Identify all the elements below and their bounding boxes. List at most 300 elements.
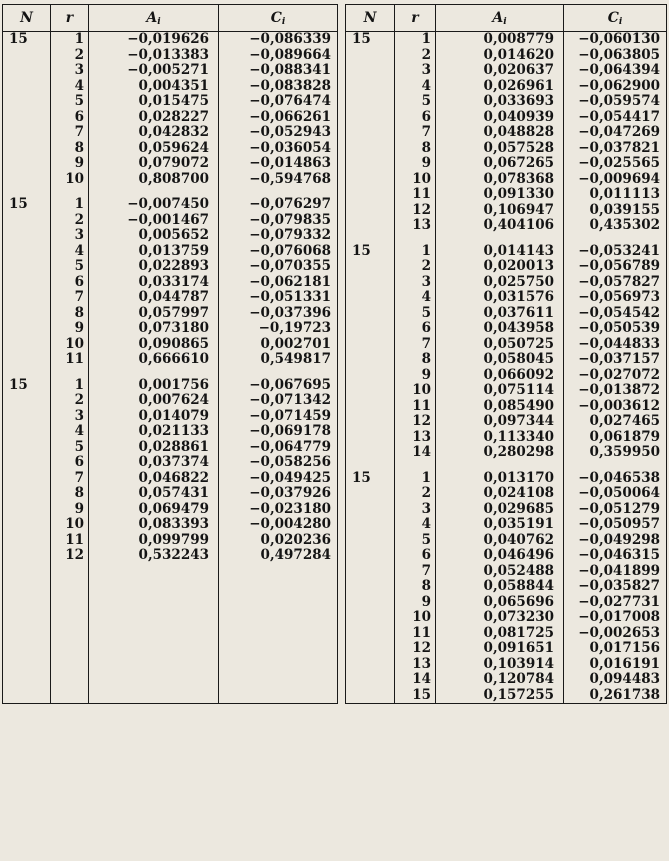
cell-c: −0,004280	[219, 517, 338, 533]
cell-r: 8	[395, 141, 436, 157]
cell-c: −0,088341	[219, 63, 338, 79]
cell-n	[346, 259, 395, 275]
header-n: N	[3, 5, 51, 32]
cell-a: 0,025750	[436, 275, 564, 291]
table-row	[346, 595, 667, 611]
cell-c: 0,435302	[564, 218, 667, 234]
empty-row	[3, 564, 338, 580]
cell-a: 0,020013	[436, 259, 564, 275]
cell-c: 0,549817	[219, 352, 338, 368]
cell-r: 6	[395, 321, 436, 337]
cell-c: −0,083828	[219, 79, 338, 95]
table-row	[3, 63, 338, 79]
cell-r: 10	[51, 172, 89, 188]
cell-c: −0,050957	[564, 517, 667, 533]
cell-r: 14	[395, 672, 436, 688]
header-c: $C_i$	[564, 5, 667, 32]
cell-c: 0,061879	[564, 430, 667, 446]
cell-n	[346, 548, 395, 564]
cell-c: −0,035827	[564, 579, 667, 595]
cell-r: 5	[395, 306, 436, 322]
cell-r: 14	[395, 445, 436, 461]
cell-a: 0,040762	[436, 533, 564, 549]
cell-c: −0,071459	[219, 409, 338, 425]
cell-r: 6	[395, 548, 436, 564]
cell-a: 0,008779	[436, 32, 564, 48]
cell-a: 0,106947	[436, 203, 564, 219]
cell-r: 6	[51, 110, 89, 126]
cell-c: −0,054542	[564, 306, 667, 322]
empty-row	[3, 657, 338, 673]
cell-r: 8	[395, 352, 436, 368]
cell-n: 15	[346, 32, 395, 48]
cell-a: 0,113340	[436, 430, 564, 446]
table-row	[3, 172, 338, 188]
table-row	[346, 48, 667, 64]
cell-r: 10	[395, 610, 436, 626]
cell-n	[3, 228, 51, 244]
table-row	[346, 579, 667, 595]
header-a: $A_i$	[89, 5, 219, 32]
table-row	[346, 125, 667, 141]
cell-n	[346, 172, 395, 188]
cell-r: 13	[395, 430, 436, 446]
cell-c: 0,359950	[564, 445, 667, 461]
cell-r: 6	[395, 110, 436, 126]
cell-n	[346, 337, 395, 353]
cell-n	[346, 502, 395, 518]
cell-a: 0,073230	[436, 610, 564, 626]
cell-n	[3, 455, 51, 471]
table-row	[346, 564, 667, 580]
cell-r: 10	[51, 337, 89, 353]
cell-c: −0,079332	[219, 228, 338, 244]
cell-a: 0,057431	[89, 486, 219, 502]
cell-a: 0,046822	[89, 471, 219, 487]
cell-c: 0,002701	[219, 337, 338, 353]
cell-r: 3	[395, 63, 436, 79]
cell-a: 0,050725	[436, 337, 564, 353]
cell-a: 0,014143	[436, 244, 564, 260]
cell-c: −0,076297	[219, 197, 338, 213]
cell-c: −0,002653	[564, 626, 667, 642]
cell-r: 13	[395, 218, 436, 234]
cell-c: −0,064779	[219, 440, 338, 456]
cell-n	[3, 306, 51, 322]
cell-r: 7	[51, 471, 89, 487]
cell-a: 0,083393	[89, 517, 219, 533]
cell-n: 15	[3, 378, 51, 394]
cell-a: 0,037611	[436, 306, 564, 322]
cell-a: 0,048828	[436, 125, 564, 141]
cell-c: 0,497284	[219, 548, 338, 564]
cell-r: 1	[51, 378, 89, 394]
table-row	[346, 290, 667, 306]
cell-c: −0,071342	[219, 393, 338, 409]
cell-n	[3, 110, 51, 126]
cell-a: 0,004351	[89, 79, 219, 95]
cell-c: −0,19723	[219, 321, 338, 337]
table-row	[3, 440, 338, 456]
cell-c: −0,076474	[219, 94, 338, 110]
cell-c: −0,059574	[564, 94, 667, 110]
cell-r: 11	[51, 352, 89, 368]
table-row	[346, 641, 667, 657]
table-row	[346, 110, 667, 126]
cell-r: 5	[51, 259, 89, 275]
cell-a: 0,013759	[89, 244, 219, 260]
cell-c: 0,027465	[564, 414, 667, 430]
cell-a: 0,120784	[436, 672, 564, 688]
cell-r: 9	[395, 156, 436, 172]
table-row	[3, 94, 338, 110]
cell-r: 2	[395, 48, 436, 64]
cell-n	[3, 502, 51, 518]
table-row	[3, 141, 338, 157]
table-row	[346, 445, 667, 461]
cell-n	[346, 657, 395, 673]
table-row	[346, 533, 667, 549]
table-row	[346, 32, 667, 48]
cell-n	[3, 290, 51, 306]
cell-a: 0,097344	[436, 414, 564, 430]
cell-r: 2	[51, 213, 89, 229]
cell-n	[3, 244, 51, 260]
cell-n	[346, 156, 395, 172]
cell-n: 15	[3, 32, 51, 48]
cell-n	[346, 48, 395, 64]
cell-a: 0,069479	[89, 502, 219, 518]
cell-r: 7	[395, 564, 436, 580]
cell-c: −0,069178	[219, 424, 338, 440]
cell-c: −0,058256	[219, 455, 338, 471]
cell-a: 0,001756	[89, 378, 219, 394]
table-row	[346, 517, 667, 533]
cell-r: 1	[395, 471, 436, 487]
cell-c: −0,086339	[219, 32, 338, 48]
table-row	[346, 156, 667, 172]
table-row	[3, 306, 338, 322]
header-c: $C_i$	[219, 5, 338, 32]
table-row	[346, 79, 667, 95]
cell-n	[3, 548, 51, 564]
cell-c: −0,070355	[219, 259, 338, 275]
cell-c: 0,020236	[219, 533, 338, 549]
cell-a: −0,007450	[89, 197, 219, 213]
cell-n	[346, 352, 395, 368]
cell-a: 0,014079	[89, 409, 219, 425]
cell-n	[346, 626, 395, 642]
cell-n	[346, 79, 395, 95]
table-row	[3, 275, 338, 291]
cell-r: 9	[395, 368, 436, 384]
table-row	[3, 337, 338, 353]
cell-c: −0,057827	[564, 275, 667, 291]
table-row	[3, 259, 338, 275]
cell-a: 0,059624	[89, 141, 219, 157]
cell-r: 7	[395, 337, 436, 353]
cell-r: 1	[395, 244, 436, 260]
cell-r: 4	[395, 79, 436, 95]
cell-r: 7	[51, 290, 89, 306]
empty-row	[3, 595, 338, 611]
cell-c: −0,037926	[219, 486, 338, 502]
empty-row	[3, 688, 338, 704]
cell-a: 0,085490	[436, 399, 564, 415]
cell-r: 9	[51, 321, 89, 337]
table-row	[346, 688, 667, 704]
table-row	[3, 393, 338, 409]
cell-c: −0,051331	[219, 290, 338, 306]
cell-r: 5	[51, 440, 89, 456]
table-row	[3, 409, 338, 425]
table-row	[346, 672, 667, 688]
cell-c: −0,049425	[219, 471, 338, 487]
table-row	[3, 213, 338, 229]
cell-c: −0,051279	[564, 502, 667, 518]
cell-c: −0,009694	[564, 172, 667, 188]
cell-a: 0,091330	[436, 187, 564, 203]
cell-c: −0,037157	[564, 352, 667, 368]
cell-a: 0,007624	[89, 393, 219, 409]
table-row	[3, 228, 338, 244]
cell-c: −0,052943	[219, 125, 338, 141]
cell-c: −0,047269	[564, 125, 667, 141]
cell-a: 0,013170	[436, 471, 564, 487]
cell-a: 0,075114	[436, 383, 564, 399]
block-spacer	[346, 234, 667, 244]
cell-c: −0,064394	[564, 63, 667, 79]
cell-a: 0,028861	[89, 440, 219, 456]
table-row	[346, 548, 667, 564]
cell-c: −0,067695	[219, 378, 338, 394]
cell-r: 12	[51, 548, 89, 564]
table-row	[3, 290, 338, 306]
table-row	[3, 502, 338, 518]
cell-c: −0,053241	[564, 244, 667, 260]
cell-c: −0,003612	[564, 399, 667, 415]
cell-a: 0,043958	[436, 321, 564, 337]
cell-n	[346, 517, 395, 533]
cell-n	[346, 368, 395, 384]
cell-r: 1	[51, 197, 89, 213]
cell-r: 6	[51, 455, 89, 471]
cell-n	[346, 187, 395, 203]
cell-a: 0,037374	[89, 455, 219, 471]
cell-c: −0,056973	[564, 290, 667, 306]
cell-c: −0,046538	[564, 471, 667, 487]
empty-row	[3, 672, 338, 688]
cell-c: 0,261738	[564, 688, 667, 704]
table-row	[3, 533, 338, 549]
cell-a: 0,014620	[436, 48, 564, 64]
cell-c: −0,062900	[564, 79, 667, 95]
cell-n	[346, 564, 395, 580]
cell-a: 0,065696	[436, 595, 564, 611]
cell-n	[346, 94, 395, 110]
cell-c: −0,066261	[219, 110, 338, 126]
table-row	[346, 187, 667, 203]
cell-r: 4	[51, 244, 89, 260]
cell-r: 2	[395, 259, 436, 275]
cell-c: −0,079835	[219, 213, 338, 229]
table-row	[346, 383, 667, 399]
cell-r: 13	[395, 657, 436, 673]
cell-a: 0,057997	[89, 306, 219, 322]
cell-c: −0,062181	[219, 275, 338, 291]
cell-a: −0,005271	[89, 63, 219, 79]
cell-a: 0,026961	[436, 79, 564, 95]
cell-n	[3, 141, 51, 157]
empty-row	[3, 626, 338, 642]
cell-a: 0,078368	[436, 172, 564, 188]
header-r: r	[51, 5, 89, 32]
cell-n	[346, 399, 395, 415]
cell-c: −0,063805	[564, 48, 667, 64]
cell-c: 0,016191	[564, 657, 667, 673]
cell-n	[3, 352, 51, 368]
cell-n	[346, 672, 395, 688]
cell-a: 0,033174	[89, 275, 219, 291]
cell-r: 4	[51, 424, 89, 440]
table-row	[346, 218, 667, 234]
table-header-right	[346, 5, 667, 32]
cell-a: 0,020637	[436, 63, 564, 79]
cell-c: −0,037821	[564, 141, 667, 157]
table-row	[346, 337, 667, 353]
cell-c: −0,037396	[219, 306, 338, 322]
cell-n	[3, 63, 51, 79]
cell-a: 0,029685	[436, 502, 564, 518]
table-row	[3, 197, 338, 213]
cell-n	[346, 610, 395, 626]
cell-a: −0,001467	[89, 213, 219, 229]
empty-row	[3, 641, 338, 657]
cell-a: 0,067265	[436, 156, 564, 172]
cell-r: 11	[395, 399, 436, 415]
table-row	[3, 455, 338, 471]
cell-a: 0,057528	[436, 141, 564, 157]
cell-a: 0,404106	[436, 218, 564, 234]
cell-n	[346, 579, 395, 595]
table-row	[3, 486, 338, 502]
table-row	[3, 48, 338, 64]
cell-n: 15	[346, 244, 395, 260]
cell-r: 5	[395, 94, 436, 110]
header-r: r	[395, 5, 436, 32]
cell-n	[3, 321, 51, 337]
cell-r: 11	[395, 187, 436, 203]
cell-a: 0,015475	[89, 94, 219, 110]
cell-c: −0,050064	[564, 486, 667, 502]
cell-c: −0,049298	[564, 533, 667, 549]
table-row	[3, 321, 338, 337]
cell-c: −0,054417	[564, 110, 667, 126]
table-row	[346, 626, 667, 642]
cell-r: 9	[395, 595, 436, 611]
table-row	[346, 430, 667, 446]
cell-c: −0,041899	[564, 564, 667, 580]
cell-r: 10	[395, 383, 436, 399]
cell-r: 3	[395, 502, 436, 518]
cell-r: 9	[51, 156, 89, 172]
table-row	[346, 414, 667, 430]
cell-c: −0,594768	[219, 172, 338, 188]
table-row	[3, 424, 338, 440]
table-row	[346, 399, 667, 415]
cell-n	[346, 486, 395, 502]
cell-n	[3, 486, 51, 502]
cell-c: −0,036054	[219, 141, 338, 157]
cell-c: 0,011113	[564, 187, 667, 203]
empty-row	[3, 579, 338, 595]
cell-r: 3	[51, 63, 89, 79]
cell-c: −0,050539	[564, 321, 667, 337]
table-row	[346, 368, 667, 384]
cell-r: 8	[51, 141, 89, 157]
table-row	[346, 321, 667, 337]
cell-n	[346, 306, 395, 322]
cell-r: 11	[51, 533, 89, 549]
cell-n	[3, 424, 51, 440]
cell-a: 0,022893	[89, 259, 219, 275]
table-row	[3, 125, 338, 141]
cell-r: 12	[395, 203, 436, 219]
cell-n	[346, 533, 395, 549]
cell-a: 0,044787	[89, 290, 219, 306]
cell-r: 10	[51, 517, 89, 533]
cell-n	[3, 48, 51, 64]
cell-r: 4	[395, 290, 436, 306]
table-row	[3, 110, 338, 126]
cell-n	[3, 393, 51, 409]
cell-a: 0,666610	[89, 352, 219, 368]
table-row	[346, 502, 667, 518]
cell-n	[3, 440, 51, 456]
block-spacer	[346, 461, 667, 471]
cell-n	[3, 79, 51, 95]
cell-a: 0,024108	[436, 486, 564, 502]
cell-a: 0,058844	[436, 579, 564, 595]
cell-a: 0,066092	[436, 368, 564, 384]
cell-a: 0,035191	[436, 517, 564, 533]
cell-n	[346, 110, 395, 126]
cell-r: 12	[395, 641, 436, 657]
cell-a: 0,280298	[436, 445, 564, 461]
cell-a: 0,028227	[89, 110, 219, 126]
table-row	[3, 378, 338, 394]
table-row	[346, 203, 667, 219]
table-row	[3, 244, 338, 260]
cell-n: 15	[3, 197, 51, 213]
table-row	[3, 548, 338, 564]
cell-r: 11	[395, 626, 436, 642]
cell-r: 6	[51, 275, 89, 291]
cell-c: −0,017008	[564, 610, 667, 626]
cell-c: −0,014863	[219, 156, 338, 172]
cell-r: 7	[51, 125, 89, 141]
table-row	[346, 141, 667, 157]
cell-c: −0,056789	[564, 259, 667, 275]
cell-n	[346, 218, 395, 234]
table-row	[346, 94, 667, 110]
table-row	[3, 471, 338, 487]
cell-c: −0,025565	[564, 156, 667, 172]
cell-r: 10	[395, 172, 436, 188]
cell-a: 0,033693	[436, 94, 564, 110]
table-row	[346, 471, 667, 487]
table-body-left	[3, 32, 338, 704]
